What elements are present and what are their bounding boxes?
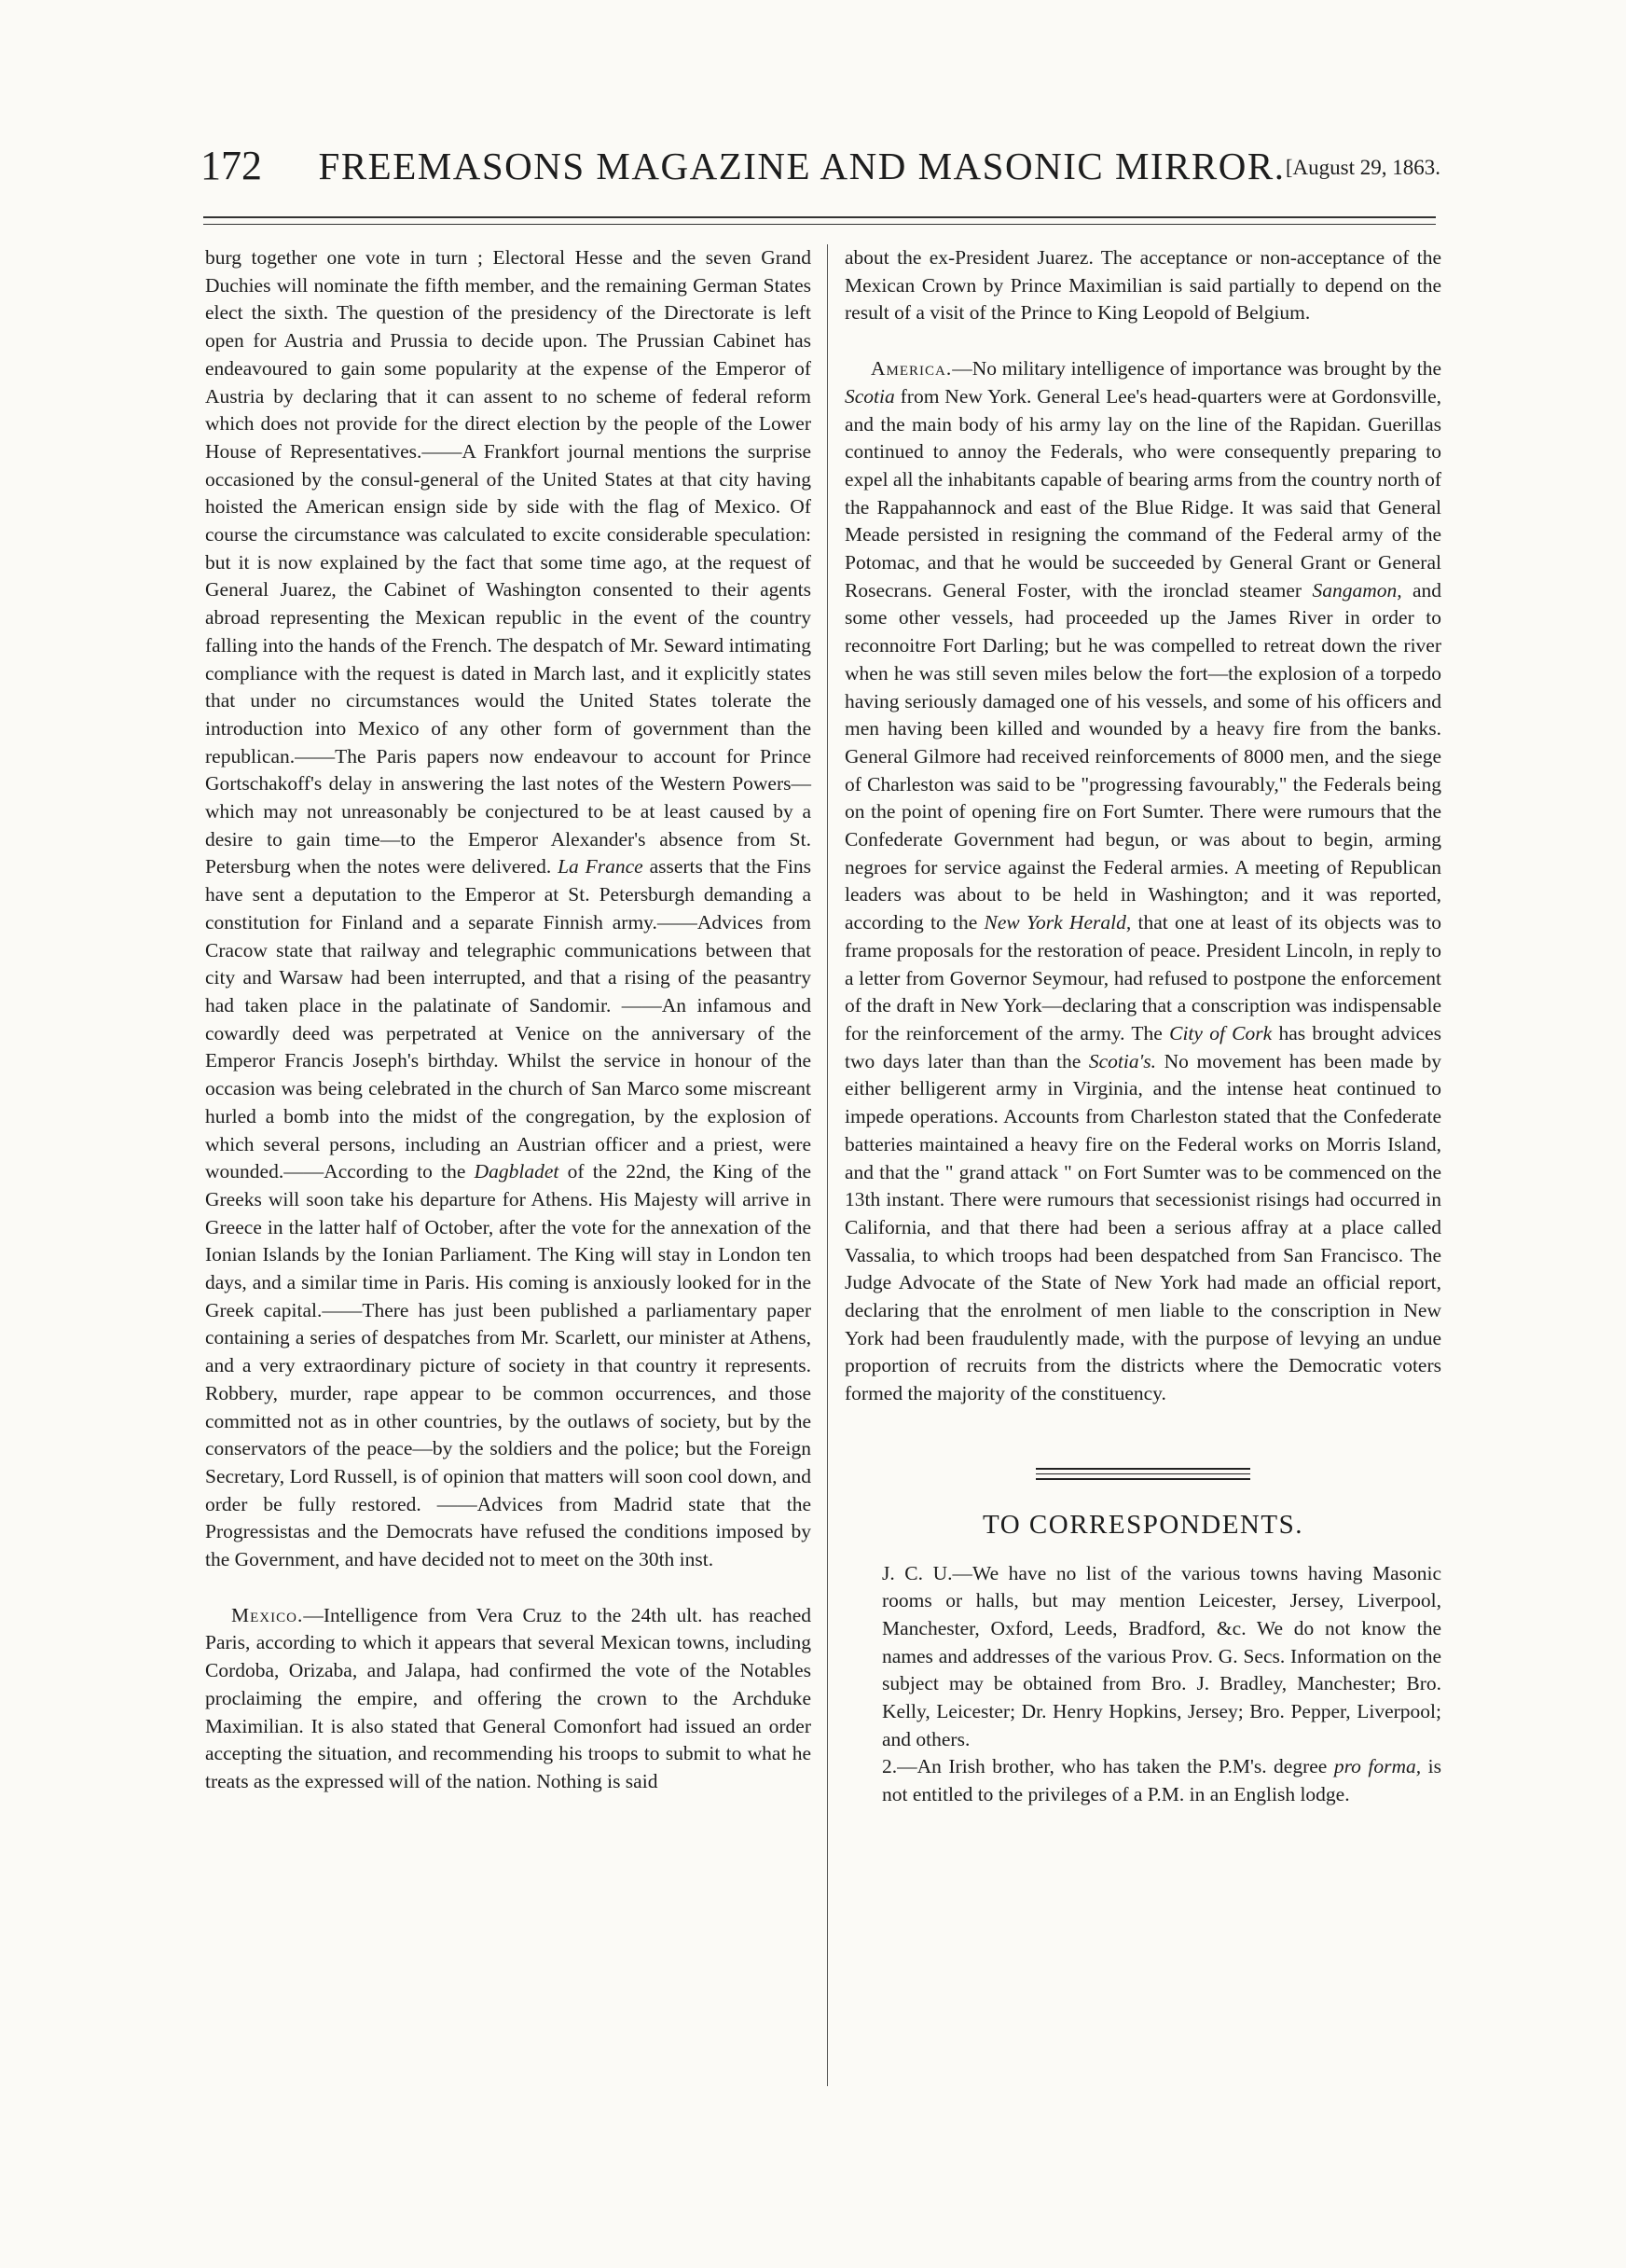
reply-text: is not entitled to the privileges of a P.M. in an English lodge. [882,1755,1442,1806]
ship-name: Sangamon, [1312,578,1402,602]
page-number: 172 [200,143,262,188]
section-heading: TO CORRESPONDENTS. [983,1509,1303,1540]
right-column [845,244,1441,1809]
latin-phrase: pro forma, [1333,1755,1422,1778]
reply-text: 2.—An Irish brother, who has taken the P.M's. degree [882,1755,1328,1778]
correspondent-reply-1: J. C. U.—We have no list of the various towns having Masonic rooms or halls, but may mention Leicester, Jersey, Liverpool, Manchester, Oxford, Leeds, Bradford, &c. We do not know the names and addresses of the various Prov. G. Secs. Information on the subject may be obtained from Bro. J. Bradley, Manchester; Bro. Kelly, Leicester; Dr. Henry Hopkins, Jersey; Bro. Pepper, Liverpool; and others. [882,1561,1441,1750]
news-text-cont: asserts that the Fins have sent a deputation to the Emperor at St. Petersburgh demanding a constitution for Finland and a separate Finnish army.——Advices from Cracow state that railway and telegraphic communications between that city and Warsaw had been interrupted, and that a rising of the peasantry had taken place in the palatinate of Sandomir. ——An infamous and cowardly deed was perpetrated at Venice on the anniversary of the Emperor Francis Joseph's birthday. Whilst the service in honour of the occasion was being celebrated in the church of San Marco some miscreant hurled a bomb into the midst of the congregation, by the explosion of which several persons, including an Austrian officer and a priest, were wounded.——According to the [205,855,812,1183]
mexico-text: —Intelligence from Vera Cruz to the 24th ult. has reached Paris, according to which it appears that several Mexican towns, including Cordoba, Orizaba, and Jalapa, had confirmed the vote of the Notables proclaiming the empire, and offering the crown to the Archduke Maximilian. It is also stated that General Comonfort had issued an order accepting the situation, and recommending his troops to submit to what he treats as the expressed will of the nation. Nothing is said [205,1603,811,1792]
newspaper-name: New York Herald, [984,911,1132,934]
section-lead: America. [871,357,953,380]
ship-name: Scotia [845,384,895,408]
ship-name: City of Cork [1169,1021,1273,1044]
news-text: burg together one vote in turn ; Electoral Hesse and the seven Grand Duchies will nominate the fifth member, and the remaining German States elect the sixth. The question of the presidency of the Directorate is left open for Austria and Prussia to decide upon. The Prussian Cabinet has endeavoured to gain some popularity at the expense of the Emperor of Austria by declaring that it can assent to no scheme of federal reform which does not provide for the direct election by the people of the Lower House of Representatives.——A Frankfort journal mentions the surprise occasioned by the consul-general of the United States at that city having hoisted the American ensign side by side with the flag of Mexico. Of course the circumstance was calculated to excite considerable speculation: but it is now explained by the fact that some time ago, at the request of General Juarez, the Cabinet of Washington consented to their agents abroad representing the Mexican republic in the event of the country falling into the hands of the French. The despatch of Mr. Seward intimating compliance with the request is dated in March last, and it explicitly states that under no circumstances would the United States tolerate the introduction into Mexico of any other form of government than the republican.——The Paris papers now endeavour to account for Prince Gortschakoff's delay in answering the last notes of the Western Powers—which may not unreasonably be conjectured to be at least caused by a desire to gain time—to the Emperor Alexander's absence from St. Petersburg when the notes were delivered. [205,246,811,878]
header-rule [203,216,1436,218]
america-paragraph [845,355,1441,1408]
continued-news-paragraph [205,244,811,1574]
ship-name: Scotia's. [1088,1049,1156,1072]
section-lead: Mexico. [231,1603,304,1626]
mexico-continued-paragraph: about the ex-President Juarez. The acceptance or non-acceptance of the Mexican Crown by Prince Maximilian is said partially to depend on the result of a visit of the Prince to King Leopold of Belgium. [845,246,1441,325]
left-column [205,244,811,1796]
column-divider [827,244,828,2086]
issue-date: [August 29, 1863. [1285,156,1440,179]
news-text-cont: of the 22nd, the King of the Greeks will soon take his departure for Athens. His Majesty will arrive in Greece in the latter half of October, after the vote for the annexation of the Ionian Islands by the Ionian Parliament. The King will stay in London ten days, and a similar time in Paris. His coming is anxiously looked for in the Greek capital.——There has just been published a parliamentary paper containing a series of despatches from Mr. Scarlett, our minister at Athens, and a very extraordinary picture of society in that country it represents. Robbery, murder, rape appear to be common occurrences, and those committed not as in other countries, by the outlaws of society, but by the conservators of the peace—by the soldiers and the police; but the Foreign Secretary, Lord Russell, is of opinion that matters will soon cool down, and order be fully restored. ——Advices from Madrid state that the Progressistas and the Democrats have refused the conditions imposed by the Government, and have decided not to meet on the 30th inst. [205,1160,812,1571]
mexico-paragraph [205,1602,811,1796]
america-text: has brought advices two days later than than the [845,1021,1441,1072]
newspaper-name: Dagbladet [474,1160,559,1183]
header-rule-thin [203,224,1436,225]
section-ornament [1036,1468,1250,1480]
america-text: No movement has been made by either belligerent army in Virginia, and the intense heat continued to impede operations. Accounts from Charleston stated that the Confederate batteries maintained a heavy fire on the Federal works on Morris Island, and that the " grand attack " on Fort Sumter was to be commenced on the 13th instant. There were rumours that secessionist risings had occurred in California, and that there had been a serious affray at a place called Vassalia, to which troops had been despatched from San Francisco. The Judge Advocate of the State of New York had made an official report, declaring that the enrolment of men liable to the conscription in New York had been fraudulently made, with the purpose of levying an undue proportion of recruits from the districts where the Democratic voters formed the majority of the constituency. [845,1049,1442,1405]
correspondent-reply-2 [845,1753,1441,1808]
newspaper-name: La France [558,855,643,878]
america-text: from New York. General Lee's head-quarters were at Gordonsville, and the main body of his army lay on the line of the Rapidan. Guerillas continued to annoy the Federals, who were consequently preparing to expel all the inhabitants capable of bearing arms from the country north of the Rappahannock and east of the Blue Ridge. It was said that General Meade persisted in resigning the command of the Federal army of the Potomac, and that he would be succeeded by General Grant or General Rosecrans. General Foster, with the ironclad steamer [845,384,1442,602]
page-header [200,140,1440,196]
magazine-title: FREEMASONS MAGAZINE AND MASONIC MIRROR. [318,145,1286,187]
america-text: that one at least of its objects was to frame proposals for the restoration of peace. President Lincoln, in reply to a letter from Governor Seymour, had refused to postpone the enforcement of the draft in New York—declaring that a conscription was indispensable for the reinforcement of the army. The [845,911,1442,1044]
america-text: —No military intelligence of importance was brought by the [952,357,1441,380]
america-text: and some other vessels, had proceeded up the James River in order to reconnoitre Fort Darling; but he was compelled to retreat down the river when he was still seven miles below the fort—the explosion of a torpedo having seriously damaged one of his vessels, and some of his officers and men having been killed and wounded by a heavy fire from the banks. General Gilmore had received reinforcements of 8000 men, and the siege of Charleston was said to be "progressing favourably," the Federals being on the point of opening fire on Fort Sumter. There were rumours that the Confederate Government had begun, or was about to begin, arming negroes for service against the Federal armies. A meeting of Republican leaders was about to be held in Washington; and it was reported, according to the [845,578,1442,934]
